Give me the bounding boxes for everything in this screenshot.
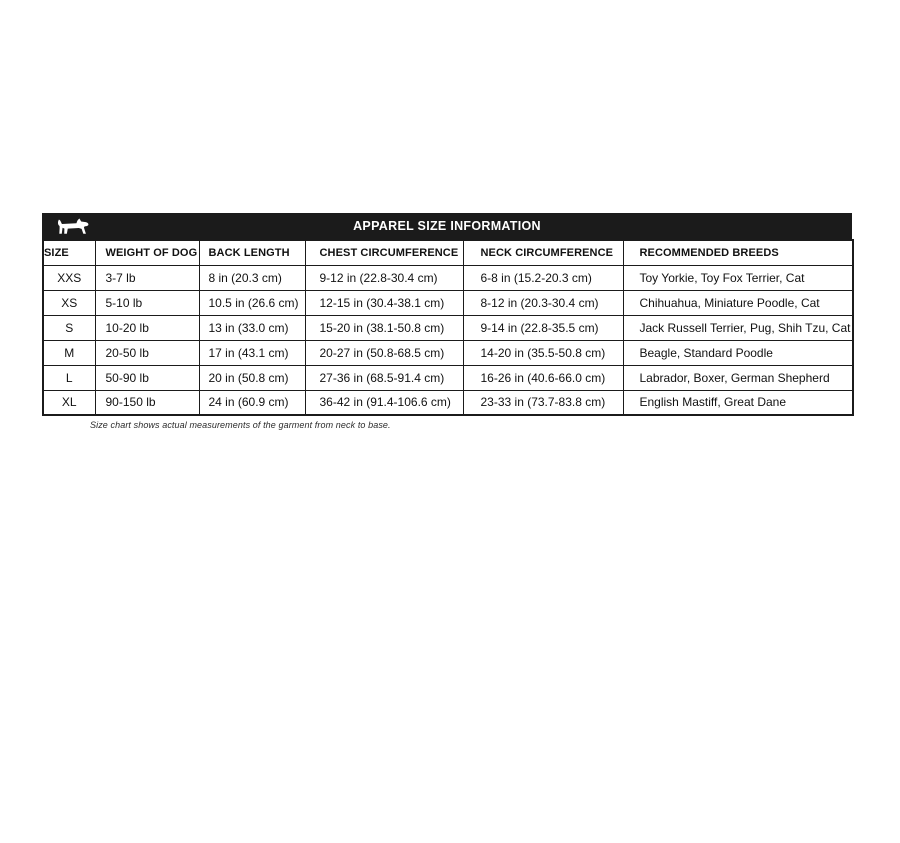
cell-weight: 20-50 lb [95, 340, 199, 365]
dog-icon [55, 216, 91, 236]
cell-weight: 3-7 lb [95, 265, 199, 290]
cell-weight: 50-90 lb [95, 365, 199, 390]
cell-breeds: English Mastiff, Great Dane [623, 390, 853, 415]
table-row-m [43, 340, 853, 365]
cell-chest: 12-15 in (30.4-38.1 cm) [305, 290, 463, 315]
table-row-l [43, 365, 853, 390]
table-row-xl [43, 390, 853, 415]
cell-back-length: 17 in (43.1 cm) [199, 340, 305, 365]
cell-size: XXS [43, 265, 95, 290]
table-title: APPAREL SIZE INFORMATION [353, 219, 541, 233]
cell-back-length: 8 in (20.3 cm) [199, 265, 305, 290]
cell-chest: 15-20 in (38.1-50.8 cm) [305, 315, 463, 340]
cell-weight: 5-10 lb [95, 290, 199, 315]
cell-neck: 8-12 in (20.3-30.4 cm) [463, 290, 623, 315]
cell-neck: 23-33 in (73.7-83.8 cm) [463, 390, 623, 415]
cell-weight: 10-20 lb [95, 315, 199, 340]
table-row-xxs [43, 265, 853, 290]
cell-size: XL [43, 390, 95, 415]
cell-back-length: 20 in (50.8 cm) [199, 365, 305, 390]
cell-weight: 90-150 lb [95, 390, 199, 415]
column-header-size: SIZE [43, 240, 95, 265]
cell-breeds: Beagle, Standard Poodle [623, 340, 853, 365]
cell-breeds: Jack Russell Terrier, Pug, Shih Tzu, Cat [623, 315, 853, 340]
cell-chest: 27-36 in (68.5-91.4 cm) [305, 365, 463, 390]
column-header-weight: WEIGHT OF DOG [95, 240, 199, 265]
cell-neck: 14-20 in (35.5-50.8 cm) [463, 340, 623, 365]
cell-breeds: Labrador, Boxer, German Shepherd [623, 365, 853, 390]
table-row-s [43, 315, 853, 340]
column-header-back-length: BACK LENGTH [199, 240, 305, 265]
column-header-recommended-breeds: RECOMMENDED BREEDS [623, 240, 853, 265]
size-table [42, 239, 854, 416]
cell-chest: 36-42 in (91.4-106.6 cm) [305, 390, 463, 415]
cell-breeds: Chihuahua, Miniature Poodle, Cat [623, 290, 853, 315]
cell-size: S [43, 315, 95, 340]
table-row-xs [43, 290, 853, 315]
column-header-neck-circumference: NECK CIRCUMFERENCE [463, 240, 623, 265]
cell-back-length: 13 in (33.0 cm) [199, 315, 305, 340]
table-title-bar [42, 213, 852, 239]
cell-neck: 9-14 in (22.8-35.5 cm) [463, 315, 623, 340]
cell-breeds: Toy Yorkie, Toy Fox Terrier, Cat [623, 265, 853, 290]
cell-neck: 16-26 in (40.6-66.0 cm) [463, 365, 623, 390]
cell-chest: 20-27 in (50.8-68.5 cm) [305, 340, 463, 365]
size-chart-footnote: Size chart shows actual measurements of the garment from neck to base. [90, 420, 391, 430]
cell-size: M [43, 340, 95, 365]
cell-back-length: 24 in (60.9 cm) [199, 390, 305, 415]
cell-size: XS [43, 290, 95, 315]
cell-size: L [43, 365, 95, 390]
header-row [43, 240, 853, 265]
apparel-size-chart [42, 213, 852, 430]
column-header-chest-circumference: CHEST CIRCUMFERENCE [305, 240, 463, 265]
cell-neck: 6-8 in (15.2-20.3 cm) [463, 265, 623, 290]
cell-back-length: 10.5 in (26.6 cm) [199, 290, 305, 315]
cell-chest: 9-12 in (22.8-30.4 cm) [305, 265, 463, 290]
